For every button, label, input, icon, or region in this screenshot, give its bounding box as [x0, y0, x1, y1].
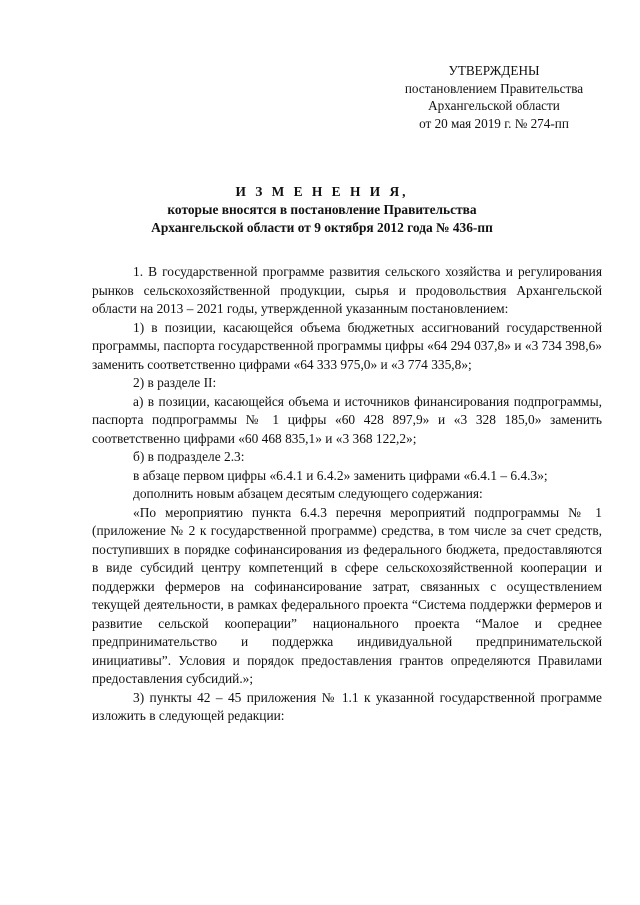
document-subtitle: Архангельской области от 9 октября 2012 года № 436-пп: [151, 220, 493, 235]
approval-line: постановлением Правительства: [404, 80, 584, 96]
paragraph: а) в позиции, касающейся объема и источников финансирования подпрограммы, паспорта подпрограммы № 1 цифры «60 428 897,9» и «3 328 185,0» заменить соответственно цифрами «60 468 835,1» и «3 368 122,2»;: [92, 393, 602, 446]
paragraph: дополнить новым абзацем десятым следующего содержания:: [133, 486, 483, 501]
paragraph: 3) пункты 42 – 45 приложения № 1.1 к указанной государственной программе изложить в следующей редакции:: [92, 689, 602, 723]
paragraph: 2) в разделе II:: [133, 375, 217, 390]
paragraph: в абзаце первом цифры «6.4.1 и 6.4.2» заменить цифрами «6.4.1 – 6.4.3»;: [133, 467, 548, 483]
approval-line: Архангельской области: [428, 98, 560, 113]
paragraph: 1. В государственной программе развития сельского хозяйства и регулирования рынков сельскохозяйственной продукции, сырья и продовольствия Архангельской области на 2013 – 2021 годы, утвержденной указанным постановлением:: [92, 264, 602, 316]
document-body: [92, 263, 602, 726]
approval-title: УТВЕРЖДЕНЫ: [448, 63, 540, 78]
paragraph: 1) в позиции, касающейся объема бюджетных ассигнований государственной программы, паспорта государственной программы цифры «64 294 037,8» и «3 734 398,6» заменить соответственно цифрами «64 333 975,0» и «3 774 335,8»;: [92, 319, 602, 372]
quoted-paragraph: «По мероприятию пункта 6.4.3 перечня мероприятий подпрограммы № 1 (приложение № 2 к государственной программе) средства, в том числе за счет средств, поступивших в порядке софинансирования из федерального бюджета, предоставляются в виде субсидий центру компетенций в сфере сельскохозяйственной кооперации и поддержки фермеров на софинансирование затрат, связанных с осуществлением текущей деятельности, в рамках федерального проекта “Система поддержки фермеров и развитие сельской кооперации” национального проекта “Малое и среднее предпринимательство и поддержка индивидуальной предпринимательской инициативы”. Условия и порядок предоставления грантов определяются Правилами предоставления субсидий.»;: [92, 504, 602, 686]
document-subtitle: которые вносятся в постановление Правительства: [167, 202, 477, 217]
document-title: И З М Е Н Е Н И Я,: [235, 184, 409, 199]
paragraph: б) в подразделе 2.3:: [133, 449, 245, 464]
approval-date: от 20 мая 2019 г. № 274-пп: [419, 115, 569, 131]
document-heading: [96, 183, 548, 237]
approval-stamp: [380, 62, 608, 132]
